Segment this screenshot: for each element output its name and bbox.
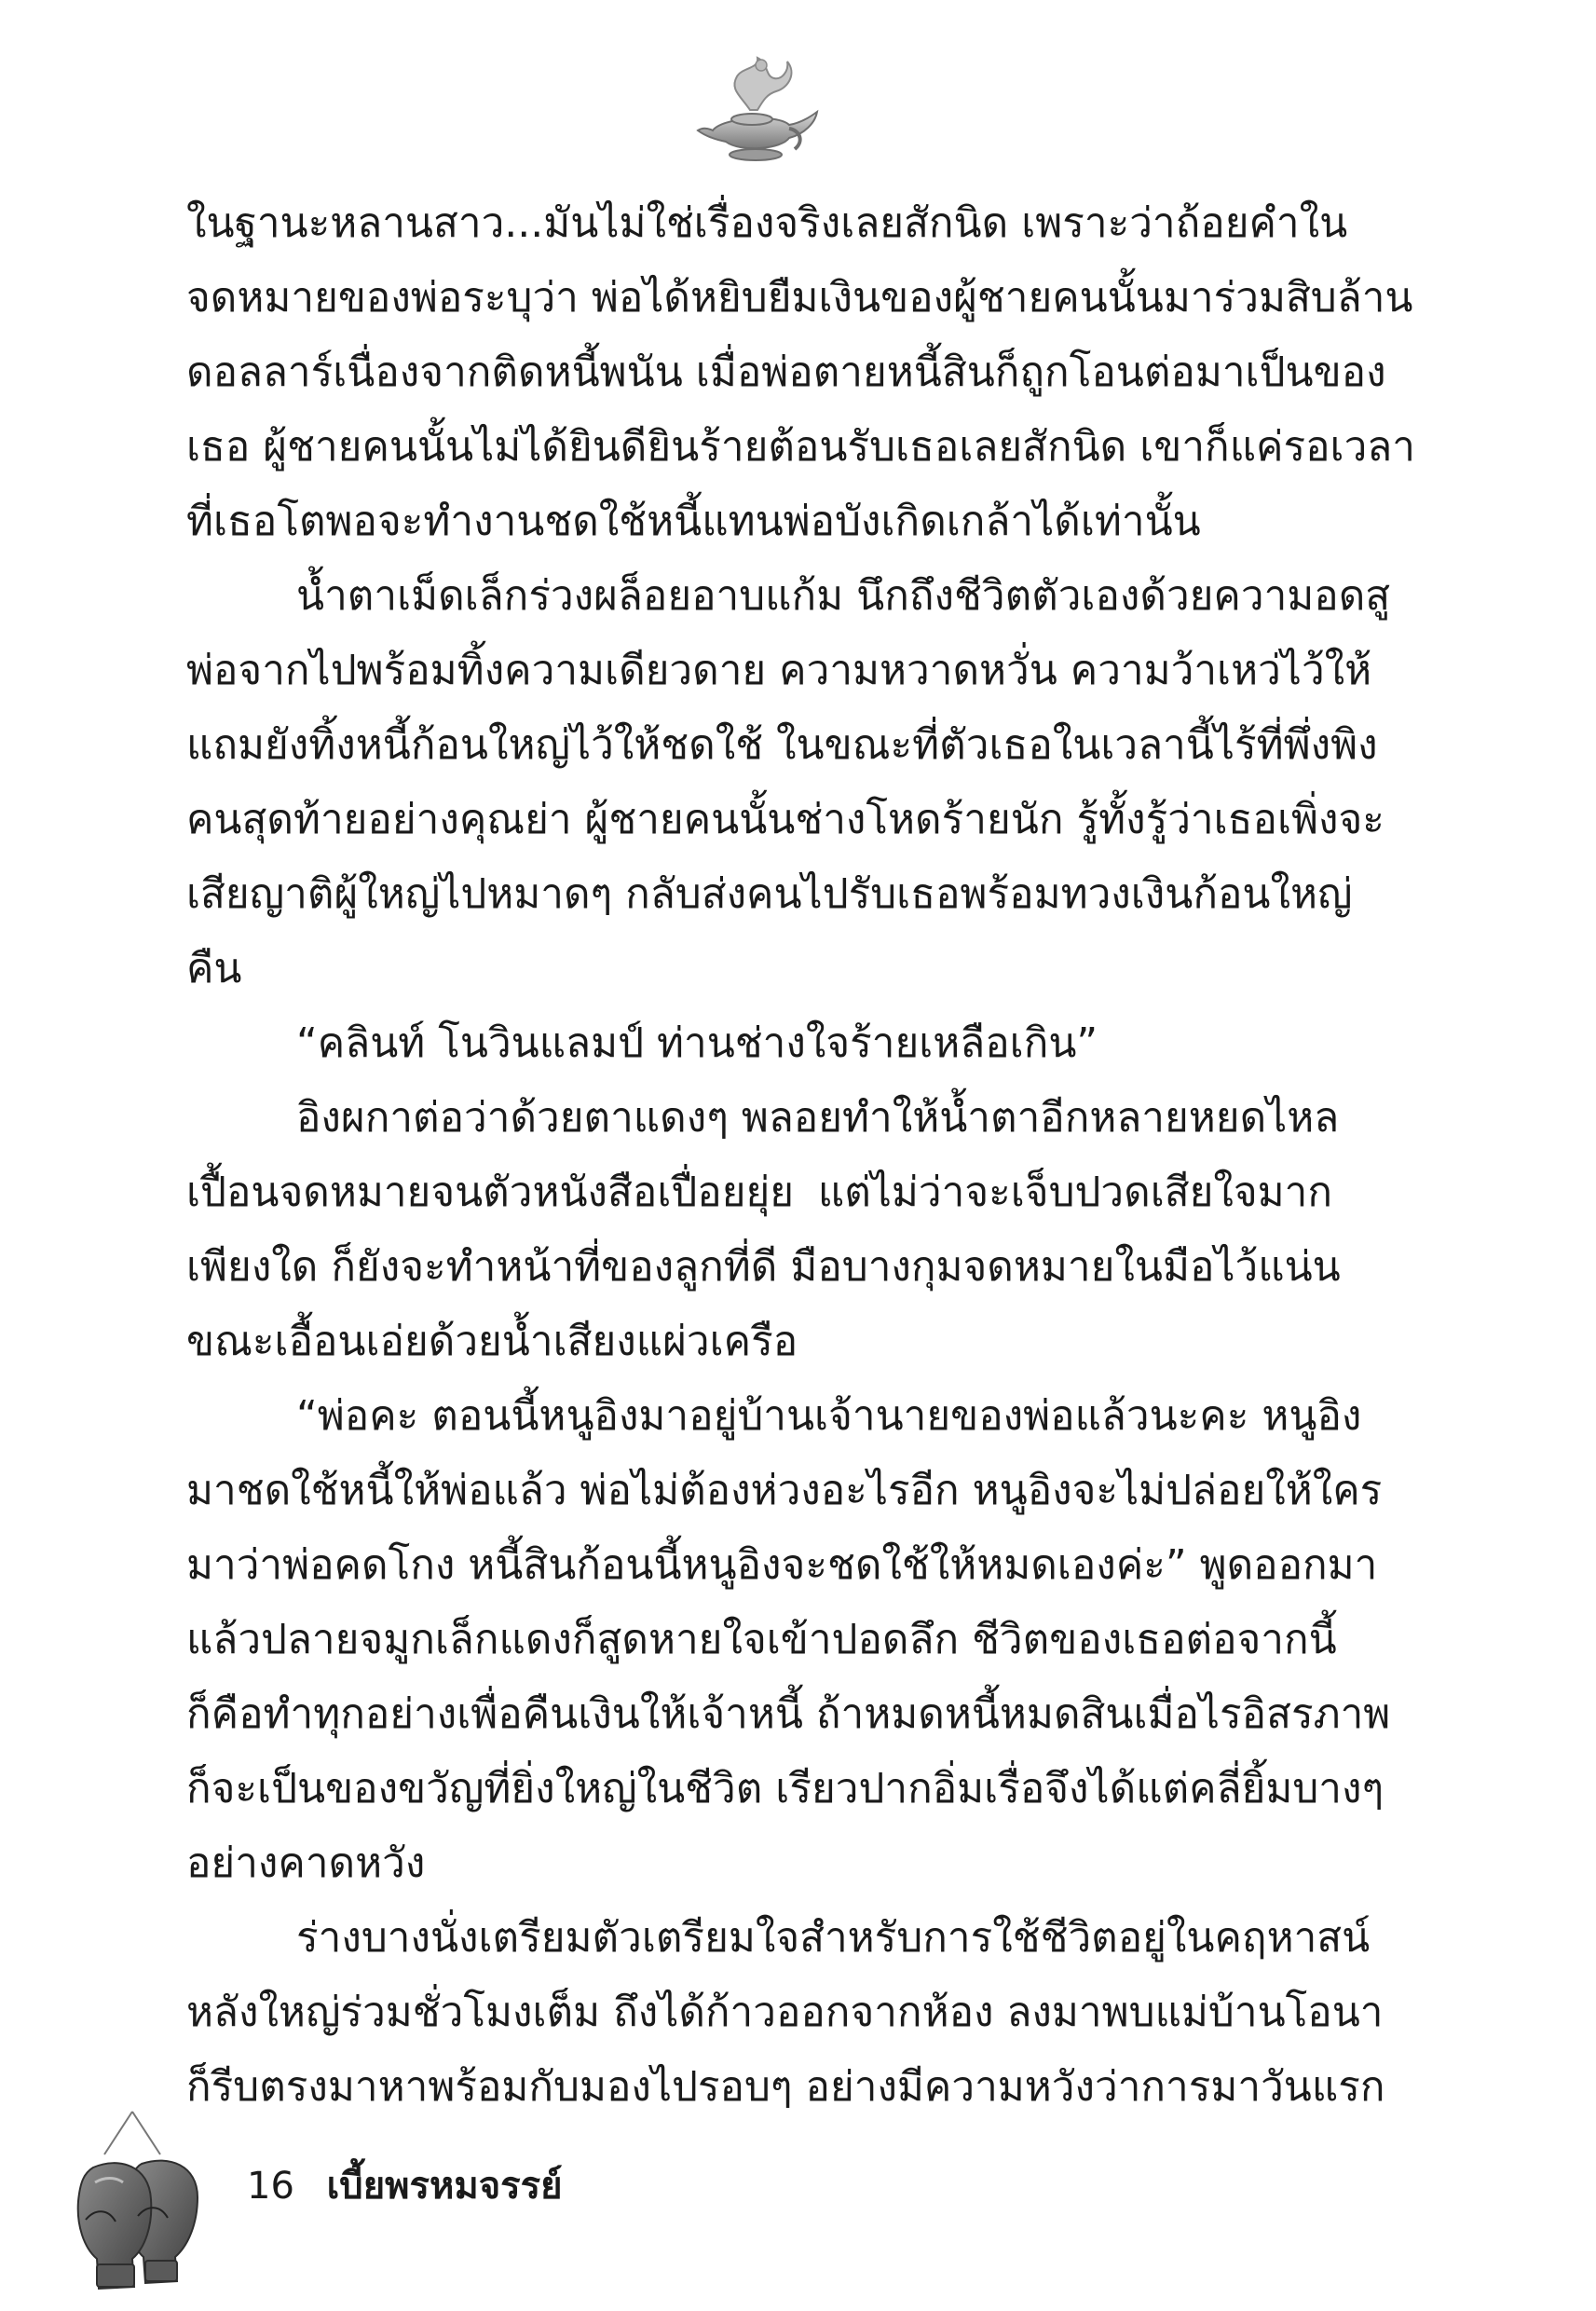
text-line: เธอ ผู้ชายคนนั้นไม่ได้ยินดียินร้ายต้อนรับเธอเลยสักนิด เขาก็แค่รอเวลา — [186, 423, 1415, 471]
text-line: พ่อจากไปพร้อมทิ้งความเดียวดาย ความหวาดหวั่น ความว้าเหว่ไว้ให้ — [186, 647, 1372, 694]
text-line: ร่างบางนั่งเตรียมตัวเตรียมใจสำหรับการใช้ชีวิตอยู่ในคฤหาสน์ — [296, 1914, 1371, 1962]
text-line: น้ำตาเม็ดเล็กร่วงผล็อยอาบแก้ม นึกถึงชีวิตตัวเองด้วยความอดสู — [296, 572, 1391, 620]
book-title: เบี้ยพรหมจรรย์ — [326, 2165, 563, 2208]
text-line: เปื้อนจดหมายจนตัวหนังสือเปื่อยยุ่ย แต่ไม่ว่าจะเจ็บปวดเสียใจมาก — [186, 1169, 1332, 1216]
text-line: มาว่าพ่อคดโกง หนี้สินก้อนนี้หนูอิงจะชดใช้ให้หมดเองค่ะ” พูดออกมา — [186, 1541, 1378, 1589]
page-footer — [247, 2160, 563, 2212]
text-line: มาชดใช้หนี้ให้พ่อแล้ว พ่อไม่ต้องห่วงอะไรอีก หนูอิงจะไม่ปล่อยให้ใคร — [186, 1467, 1383, 1514]
text-line: อย่างคาดหวัง — [186, 1839, 426, 1887]
text-line: ขณะเอื้อนเอ่ยด้วยน้ำเสียงแผ่วเครือ — [186, 1318, 798, 1365]
text-line: ในฐานะหลานสาว...มันไม่ใช่เรื่องจริงเลยสักนิด เพราะว่าถ้อยคำใน — [186, 199, 1348, 247]
text-line: ก็จะเป็นของขวัญที่ยิ่งใหญ่ในชีวิต เรียวปากอิ่มเรื่อจึงได้แต่คลี่ยิ้มบางๆ — [186, 1765, 1385, 1812]
page-number: 16 — [247, 2165, 294, 2208]
text-line: คนสุดท้ายอย่างคุณย่า ผู้ชายคนนั้นช่างโหดร้ายนัก รู้ทั้งรู้ว่าเธอเพิ่งจะ — [186, 796, 1385, 843]
text-line: “คลินท์ โนวินแลมป์ ท่านช่างใจร้ายเหลือเกิน” — [296, 1019, 1098, 1067]
text-line: คืน — [186, 945, 242, 992]
text-line: แถมยังทิ้งหนี้ก้อนใหญ่ไว้ให้ชดใช้ ในขณะที่ตัวเธอในเวลานี้ไร้ที่พึ่งพิง — [186, 721, 1378, 769]
text-line: แล้วปลายจมูกเล็กแดงก็สูดหายใจเข้าปอดลึก ชีวิตของเธอต่อจากนี้ — [186, 1616, 1337, 1663]
boxing-gloves-icon — [67, 2108, 216, 2294]
text-line: จดหมายของพ่อระบุว่า พ่อได้หยิบยืมเงินของผู้ชายคนนั้นมาร่วมสิบล้าน — [186, 274, 1413, 321]
text-line: เสียญาติผู้ใหญ่ไปหมาดๆ กลับส่งคนไปรับเธอพร้อมทวงเงินก้อนใหญ่ — [186, 870, 1353, 918]
genie-lamp-icon — [685, 45, 825, 175]
text-line: ที่เธอโตพอจะทำงานชดใช้หนี้แทนพ่อบังเกิดเกล้าได้เท่านั้น — [186, 498, 1201, 545]
text-line: เพียงใด ก็ยังจะทำหน้าที่ของลูกที่ดี มือบางกุมจดหมายในมือไว้แน่น — [186, 1243, 1341, 1291]
text-line: หลังใหญ่ร่วมชั่วโมงเต็ม ถึงได้ก้าวออกจากห้อง ลงมาพบแม่บ้านโอนา — [186, 1989, 1384, 2036]
text-line: อิงผกาต่อว่าด้วยตาแดงๆ พลอยทำให้น้ำตาอีกหลายหยดไหล — [296, 1094, 1340, 1142]
text-line: “พ่อคะ ตอนนี้หนูอิงมาอยู่บ้านเจ้านายของพ่อแล้วนะคะ หนูอิง — [296, 1392, 1362, 1440]
text-line: ดอลลาร์เนื่องจากติดหนี้พนัน เมื่อพ่อตายหนี้สินก็ถูกโอนต่อมาเป็นของ — [186, 349, 1386, 396]
text-line: ก็รีบตรงมาหาพร้อมกับมองไปรอบๆ อย่างมีความหวังว่าการมาวันแรก — [186, 2063, 1385, 2111]
body-text — [186, 186, 1415, 2125]
text-line: ก็คือทำทุกอย่างเพื่อคืนเงินให้เจ้าหนี้ ถ้าหมดหนี้หมดสินเมื่อไรอิสรภาพ — [186, 1690, 1391, 1738]
